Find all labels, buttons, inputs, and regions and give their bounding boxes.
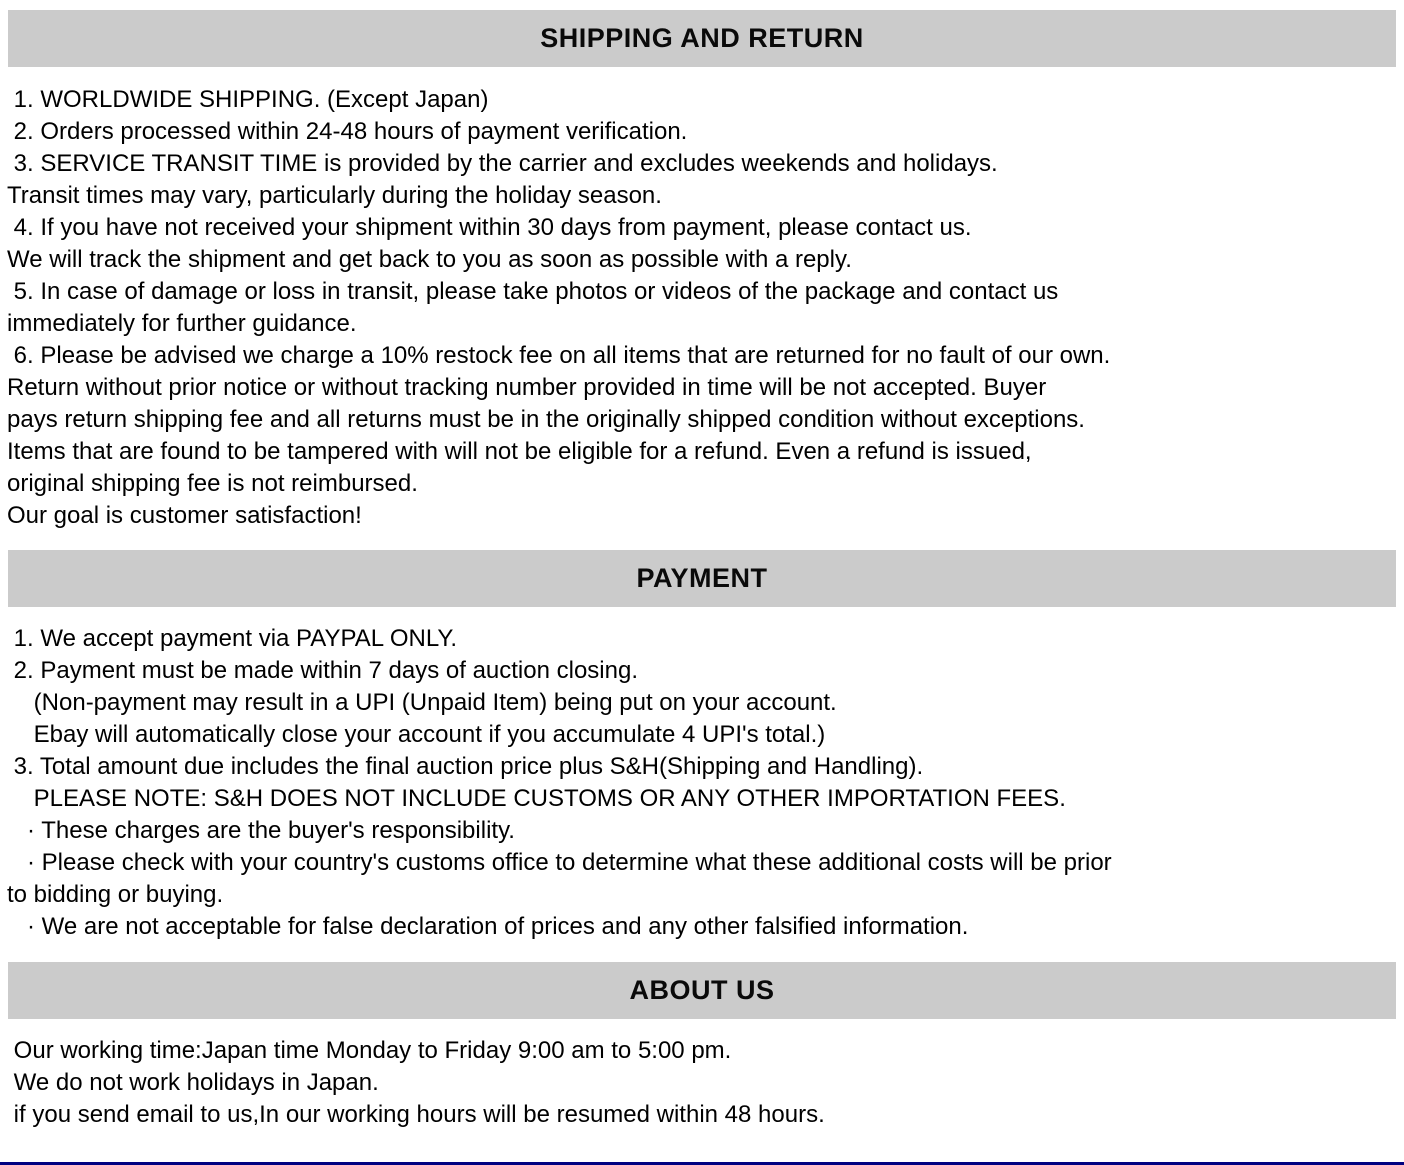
text-line: immediately for further guidance. (7, 310, 357, 337)
about-section-body (0, 1019, 1404, 1147)
text-line: Ebay will automatically close your account if you accumulate 4 UPI's total.) (7, 721, 826, 748)
text-line: 1. We accept payment via PAYPAL ONLY. (7, 625, 458, 652)
payment-section-body (0, 607, 1404, 962)
payment-section-header (8, 550, 1396, 607)
text-line: original shipping fee is not reimbursed. (7, 470, 418, 497)
shipping-section-body (0, 67, 1404, 550)
text-line: Transit times may vary, particularly during the holiday season. (7, 182, 662, 209)
text-line: 2. Orders processed within 24-48 hours of payment verification. (7, 118, 688, 145)
text-line: · We are not acceptable for false declaration of prices and any other falsified information. (7, 913, 969, 940)
about-us-section (0, 962, 1404, 1147)
text-line: 2. Payment must be made within 7 days of auction closing. (7, 657, 638, 684)
text-line: 3. Total amount due includes the final auction price plus S&H(Shipping and Handling). (7, 753, 924, 780)
text-line: · Please check with your country's customs office to determine what these additional costs will be prior (7, 849, 1112, 876)
text-line: 5. In case of damage or loss in transit, please take photos or videos of the package and contact us (7, 278, 1059, 305)
text-line: Our goal is customer satisfaction! (7, 502, 362, 529)
payment-section-title: PAYMENT (636, 563, 768, 593)
text-line: pays return shipping fee and all returns must be in the originally shipped condition without exceptions. (7, 406, 1085, 433)
text-line: We do not work holidays in Japan. (7, 1069, 379, 1096)
text-line: 1. WORLDWIDE SHIPPING. (Except Japan) (7, 86, 489, 113)
text-line: to bidding or buying. (7, 881, 224, 908)
shipping-section-title: SHIPPING AND RETURN (540, 23, 864, 53)
text-line: Return without prior notice or without tracking number provided in time will be not accepted. Buyer (7, 374, 1047, 401)
text-line: Items that are found to be tampered with will not be eligible for a refund. Even a refund is issued, (7, 438, 1032, 465)
text-line: 3. SERVICE TRANSIT TIME is provided by the carrier and excludes weekends and holidays. (7, 150, 998, 177)
text-line: 4. If you have not received your shipment within 30 days from payment, please contact us. (7, 214, 972, 241)
text-line: 6. Please be advised we charge a 10% restock fee on all items that are returned for no fault of our own. (7, 342, 1111, 369)
about-section-header (8, 962, 1396, 1019)
shipping-and-return-section (0, 10, 1404, 550)
text-line: PLEASE NOTE: S&H DOES NOT INCLUDE CUSTOMS OR ANY OTHER IMPORTATION FEES. (7, 785, 1066, 812)
text-line: (Non-payment may result in a UPI (Unpaid Item) being put on your account. (7, 689, 837, 716)
text-line: if you send email to us,In our working hours will be resumed within 48 hours. (7, 1101, 825, 1128)
text-line: · These charges are the buyer's responsibility. (7, 817, 515, 844)
text-line: We will track the shipment and get back to you as soon as possible with a reply. (7, 246, 852, 273)
text-line: Our working time:Japan time Monday to Friday 9:00 am to 5:00 pm. (7, 1037, 732, 1064)
payment-section (0, 550, 1404, 962)
shipping-section-header (8, 10, 1396, 67)
about-section-title: ABOUT US (629, 975, 775, 1005)
